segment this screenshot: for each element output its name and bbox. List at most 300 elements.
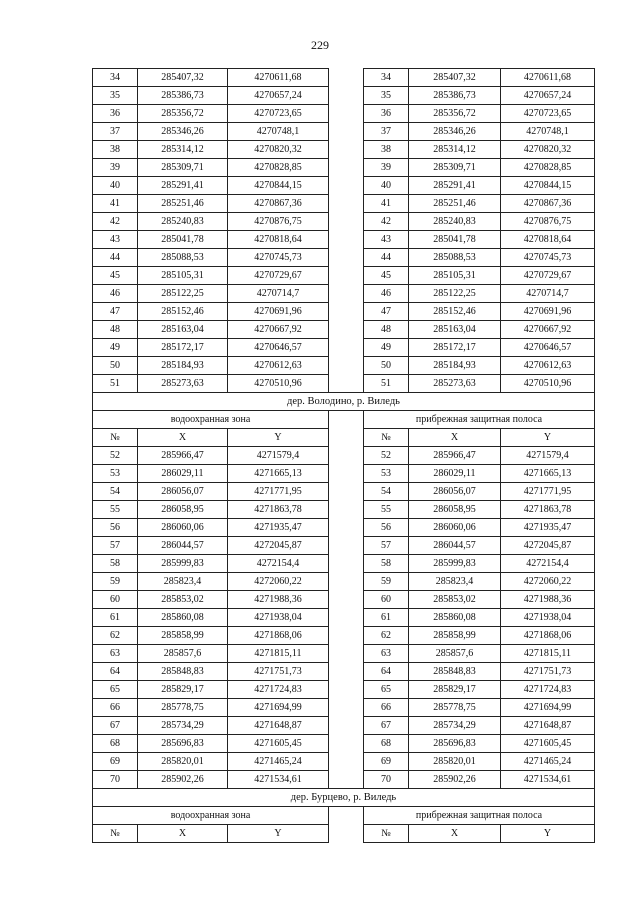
right-y-value: 4270657,24 [501, 87, 595, 105]
column-gap [329, 195, 364, 213]
left-point-number: 68 [93, 735, 138, 753]
right-y-value: 4271534,61 [501, 771, 595, 789]
section-title: дер. Бурцево, р. Виледь [93, 789, 595, 807]
left-y-value: 4270691,96 [228, 303, 329, 321]
right-point-number: 53 [364, 465, 409, 483]
right-x-value: 286060,06 [409, 519, 501, 537]
left-y-value: 4271938,04 [228, 609, 329, 627]
column-gap [329, 555, 364, 573]
right-x-value: 285902,26 [409, 771, 501, 789]
table-row [93, 231, 595, 249]
left-point-number: 48 [93, 321, 138, 339]
left-x-value: 285999,83 [138, 555, 228, 573]
left-y-value: 4270729,67 [228, 267, 329, 285]
left-y-value: 4272060,22 [228, 573, 329, 591]
column-gap [329, 663, 364, 681]
table-row [93, 249, 595, 267]
left-y-value: 4270820,32 [228, 141, 329, 159]
column-gap [329, 429, 364, 447]
column-header-x: X [409, 429, 501, 447]
right-point-number: 34 [364, 69, 409, 87]
column-gap [329, 339, 364, 357]
right-y-value: 4270510,96 [501, 375, 595, 393]
column-header-y: Y [501, 429, 595, 447]
left-point-number: 37 [93, 123, 138, 141]
right-y-value: 4271751,73 [501, 663, 595, 681]
column-gap [329, 447, 364, 465]
column-gap [329, 645, 364, 663]
section-burtsevo [93, 789, 595, 843]
right-point-number: 59 [364, 573, 409, 591]
right-y-value: 4271465,24 [501, 753, 595, 771]
column-gap [329, 213, 364, 231]
left-point-number: 41 [93, 195, 138, 213]
left-point-number: 58 [93, 555, 138, 573]
right-point-number: 45 [364, 267, 409, 285]
column-gap [329, 753, 364, 771]
right-x-value: 285105,31 [409, 267, 501, 285]
right-y-value: 4270646,57 [501, 339, 595, 357]
left-point-number: 42 [93, 213, 138, 231]
right-x-value: 285163,04 [409, 321, 501, 339]
column-gap [329, 285, 364, 303]
left-y-value: 4270876,75 [228, 213, 329, 231]
column-header-x: X [138, 429, 228, 447]
table-row [93, 681, 595, 699]
table-row [93, 753, 595, 771]
left-y-value: 4270612,63 [228, 357, 329, 375]
right-x-value: 285778,75 [409, 699, 501, 717]
left-y-value: 4270714,7 [228, 285, 329, 303]
table-row [93, 573, 595, 591]
right-x-value: 285172,17 [409, 339, 501, 357]
left-y-value: 4270611,68 [228, 69, 329, 87]
table-row [93, 537, 595, 555]
table-row [93, 321, 595, 339]
left-x-value: 286056,07 [138, 483, 228, 501]
left-y-value: 4271579,4 [228, 447, 329, 465]
right-x-value: 285356,72 [409, 105, 501, 123]
column-gap [329, 303, 364, 321]
right-x-value: 285273,63 [409, 375, 501, 393]
left-x-value: 285778,75 [138, 699, 228, 717]
right-y-value: 4270844,15 [501, 177, 595, 195]
right-point-number: 58 [364, 555, 409, 573]
right-y-value: 4271724,83 [501, 681, 595, 699]
left-y-value: 4271771,95 [228, 483, 329, 501]
right-point-number: 44 [364, 249, 409, 267]
left-x-value: 285291,41 [138, 177, 228, 195]
column-gap [329, 591, 364, 609]
right-x-value: 285240,83 [409, 213, 501, 231]
right-point-number: 39 [364, 159, 409, 177]
right-point-number: 50 [364, 357, 409, 375]
left-x-value: 285853,02 [138, 591, 228, 609]
left-y-value: 4270723,65 [228, 105, 329, 123]
left-y-value: 4270667,92 [228, 321, 329, 339]
left-x-value: 285251,46 [138, 195, 228, 213]
left-point-number: 52 [93, 447, 138, 465]
column-gap [329, 501, 364, 519]
left-point-number: 34 [93, 69, 138, 87]
column-gap [329, 717, 364, 735]
right-zone-header: прибрежная защитная полоса [364, 411, 595, 429]
right-point-number: 43 [364, 231, 409, 249]
left-x-value: 285857,6 [138, 645, 228, 663]
right-point-number: 62 [364, 627, 409, 645]
right-x-value: 285407,32 [409, 69, 501, 87]
right-point-number: 52 [364, 447, 409, 465]
right-point-number: 63 [364, 645, 409, 663]
left-x-value: 285088,53 [138, 249, 228, 267]
right-zone-header: прибрежная защитная полоса [364, 807, 595, 825]
column-gap [329, 573, 364, 591]
left-x-value: 285356,72 [138, 105, 228, 123]
left-y-value: 4271935,47 [228, 519, 329, 537]
table-row [93, 267, 595, 285]
left-y-value: 4271988,36 [228, 591, 329, 609]
column-gap [329, 141, 364, 159]
right-y-value: 4270611,68 [501, 69, 595, 87]
right-x-value: 285734,29 [409, 717, 501, 735]
right-y-value: 4271579,4 [501, 447, 595, 465]
column-gap [329, 123, 364, 141]
left-point-number: 47 [93, 303, 138, 321]
page-number: 229 [311, 38, 329, 52]
table-row [93, 645, 595, 663]
column-gap [329, 771, 364, 789]
right-y-value: 4271815,11 [501, 645, 595, 663]
right-y-value: 4271863,78 [501, 501, 595, 519]
right-y-value: 4270745,73 [501, 249, 595, 267]
column-gap [329, 627, 364, 645]
right-x-value: 285999,83 [409, 555, 501, 573]
right-y-value: 4272060,22 [501, 573, 595, 591]
left-x-value: 285105,31 [138, 267, 228, 285]
left-point-number: 39 [93, 159, 138, 177]
left-y-value: 4271868,06 [228, 627, 329, 645]
left-y-value: 4270828,85 [228, 159, 329, 177]
left-point-number: 44 [93, 249, 138, 267]
left-x-value: 285240,83 [138, 213, 228, 231]
column-gap [329, 825, 364, 843]
right-x-value: 286056,07 [409, 483, 501, 501]
column-header-number: № [93, 429, 138, 447]
column-header-number: № [364, 825, 409, 843]
left-point-number: 66 [93, 699, 138, 717]
column-gap [329, 231, 364, 249]
left-point-number: 50 [93, 357, 138, 375]
table-row [93, 609, 595, 627]
left-point-number: 54 [93, 483, 138, 501]
right-x-value: 285853,02 [409, 591, 501, 609]
right-y-value: 4271868,06 [501, 627, 595, 645]
right-point-number: 69 [364, 753, 409, 771]
table-row [93, 339, 595, 357]
left-point-number: 51 [93, 375, 138, 393]
right-y-value: 4270667,92 [501, 321, 595, 339]
column-header-y: Y [228, 825, 329, 843]
left-x-value: 285829,17 [138, 681, 228, 699]
column-header-number: № [364, 429, 409, 447]
right-y-value: 4272154,4 [501, 555, 595, 573]
table-row [93, 699, 595, 717]
right-y-value: 4271648,87 [501, 717, 595, 735]
right-point-number: 65 [364, 681, 409, 699]
left-point-number: 65 [93, 681, 138, 699]
right-point-number: 55 [364, 501, 409, 519]
left-point-number: 56 [93, 519, 138, 537]
right-x-value: 285829,17 [409, 681, 501, 699]
table-row [93, 717, 595, 735]
left-point-number: 63 [93, 645, 138, 663]
right-y-value: 4271665,13 [501, 465, 595, 483]
table-row [93, 375, 595, 393]
right-x-value: 285088,53 [409, 249, 501, 267]
right-y-value: 4271988,36 [501, 591, 595, 609]
right-y-value: 4270729,67 [501, 267, 595, 285]
right-y-value: 4270818,64 [501, 231, 595, 249]
right-x-value: 285857,6 [409, 645, 501, 663]
table-row [93, 591, 595, 609]
left-x-value: 285314,12 [138, 141, 228, 159]
right-point-number: 48 [364, 321, 409, 339]
table-row [93, 177, 595, 195]
left-y-value: 4270867,36 [228, 195, 329, 213]
left-point-number: 70 [93, 771, 138, 789]
right-y-value: 4270748,1 [501, 123, 595, 141]
left-x-value: 285902,26 [138, 771, 228, 789]
table-row [93, 213, 595, 231]
right-point-number: 38 [364, 141, 409, 159]
table-row [93, 555, 595, 573]
left-y-value: 4272154,4 [228, 555, 329, 573]
left-point-number: 55 [93, 501, 138, 519]
left-point-number: 57 [93, 537, 138, 555]
right-point-number: 70 [364, 771, 409, 789]
left-x-value: 285848,83 [138, 663, 228, 681]
left-y-value: 4271751,73 [228, 663, 329, 681]
left-x-value: 286058,95 [138, 501, 228, 519]
left-point-number: 46 [93, 285, 138, 303]
table-row [93, 771, 595, 789]
column-gap [329, 537, 364, 555]
left-x-value: 285309,71 [138, 159, 228, 177]
left-x-value: 285407,32 [138, 69, 228, 87]
right-point-number: 64 [364, 663, 409, 681]
column-gap [329, 375, 364, 393]
right-y-value: 4270723,65 [501, 105, 595, 123]
right-point-number: 35 [364, 87, 409, 105]
left-x-value: 286044,57 [138, 537, 228, 555]
table-row [93, 123, 595, 141]
left-y-value: 4272045,87 [228, 537, 329, 555]
right-point-number: 47 [364, 303, 409, 321]
left-point-number: 38 [93, 141, 138, 159]
right-x-value: 285291,41 [409, 177, 501, 195]
left-point-number: 35 [93, 87, 138, 105]
left-point-number: 53 [93, 465, 138, 483]
left-x-value: 285966,47 [138, 447, 228, 465]
right-x-value: 285184,93 [409, 357, 501, 375]
table-row [93, 105, 595, 123]
table-row [93, 141, 595, 159]
column-gap [329, 411, 364, 429]
table-row [93, 303, 595, 321]
right-x-value: 285386,73 [409, 87, 501, 105]
right-y-value: 4270714,7 [501, 285, 595, 303]
column-gap [329, 465, 364, 483]
section-title: дер. Володино, р. Виледь [93, 393, 595, 411]
left-x-value: 285163,04 [138, 321, 228, 339]
left-y-value: 4270657,24 [228, 87, 329, 105]
right-point-number: 57 [364, 537, 409, 555]
right-x-value: 285820,01 [409, 753, 501, 771]
left-x-value: 285696,83 [138, 735, 228, 753]
right-point-number: 37 [364, 123, 409, 141]
coordinates-table [92, 68, 595, 843]
left-point-number: 59 [93, 573, 138, 591]
left-y-value: 4270818,64 [228, 231, 329, 249]
left-zone-header: водоохранная зона [93, 807, 329, 825]
right-y-value: 4271938,04 [501, 609, 595, 627]
left-x-value: 285172,17 [138, 339, 228, 357]
right-x-value: 286058,95 [409, 501, 501, 519]
right-x-value: 285860,08 [409, 609, 501, 627]
right-x-value: 286029,11 [409, 465, 501, 483]
right-y-value: 4270691,96 [501, 303, 595, 321]
right-point-number: 60 [364, 591, 409, 609]
column-gap [329, 357, 364, 375]
left-y-value: 4271815,11 [228, 645, 329, 663]
left-x-value: 285122,25 [138, 285, 228, 303]
column-gap [329, 807, 364, 825]
table-row [93, 483, 595, 501]
column-gap [329, 159, 364, 177]
table-body-top [93, 69, 595, 393]
table-row [93, 465, 595, 483]
left-zone-header: водоохранная зона [93, 411, 329, 429]
right-y-value: 4270876,75 [501, 213, 595, 231]
right-point-number: 68 [364, 735, 409, 753]
column-header-x: X [138, 825, 228, 843]
right-point-number: 66 [364, 699, 409, 717]
left-point-number: 60 [93, 591, 138, 609]
left-x-value: 285184,93 [138, 357, 228, 375]
left-x-value: 285858,99 [138, 627, 228, 645]
column-gap [329, 105, 364, 123]
left-y-value: 4271534,61 [228, 771, 329, 789]
left-point-number: 45 [93, 267, 138, 285]
left-y-value: 4271863,78 [228, 501, 329, 519]
left-x-value: 285152,46 [138, 303, 228, 321]
column-header-number: № [93, 825, 138, 843]
right-x-value: 285823,4 [409, 573, 501, 591]
left-point-number: 43 [93, 231, 138, 249]
right-y-value: 4271605,45 [501, 735, 595, 753]
right-point-number: 46 [364, 285, 409, 303]
left-y-value: 4271724,83 [228, 681, 329, 699]
right-y-value: 4270828,85 [501, 159, 595, 177]
right-y-value: 4271935,47 [501, 519, 595, 537]
right-point-number: 56 [364, 519, 409, 537]
right-x-value: 285251,46 [409, 195, 501, 213]
right-x-value: 285314,12 [409, 141, 501, 159]
right-point-number: 42 [364, 213, 409, 231]
right-x-value: 285122,25 [409, 285, 501, 303]
table-row [93, 285, 595, 303]
right-point-number: 51 [364, 375, 409, 393]
left-x-value: 285273,63 [138, 375, 228, 393]
left-x-value: 285860,08 [138, 609, 228, 627]
left-y-value: 4270748,1 [228, 123, 329, 141]
right-point-number: 61 [364, 609, 409, 627]
right-y-value: 4271771,95 [501, 483, 595, 501]
table-row [93, 501, 595, 519]
right-y-value: 4272045,87 [501, 537, 595, 555]
table-row [93, 357, 595, 375]
column-gap [329, 699, 364, 717]
left-y-value: 4271465,24 [228, 753, 329, 771]
left-point-number: 62 [93, 627, 138, 645]
left-x-value: 285041,78 [138, 231, 228, 249]
left-point-number: 67 [93, 717, 138, 735]
right-x-value: 285696,83 [409, 735, 501, 753]
column-header-y: Y [501, 825, 595, 843]
right-point-number: 41 [364, 195, 409, 213]
right-point-number: 40 [364, 177, 409, 195]
column-header-y: Y [228, 429, 329, 447]
column-gap [329, 681, 364, 699]
table-row [93, 627, 595, 645]
left-y-value: 4270745,73 [228, 249, 329, 267]
column-gap [329, 177, 364, 195]
table-row [93, 735, 595, 753]
left-x-value: 285386,73 [138, 87, 228, 105]
left-y-value: 4270646,57 [228, 339, 329, 357]
left-x-value: 285823,4 [138, 573, 228, 591]
right-x-value: 286044,57 [409, 537, 501, 555]
column-gap [329, 609, 364, 627]
left-y-value: 4271694,99 [228, 699, 329, 717]
left-x-value: 285734,29 [138, 717, 228, 735]
left-x-value: 286060,06 [138, 519, 228, 537]
left-y-value: 4271648,87 [228, 717, 329, 735]
right-y-value: 4271694,99 [501, 699, 595, 717]
right-x-value: 285966,47 [409, 447, 501, 465]
right-point-number: 36 [364, 105, 409, 123]
table-row [93, 447, 595, 465]
left-x-value: 286029,11 [138, 465, 228, 483]
left-y-value: 4271605,45 [228, 735, 329, 753]
table-row [93, 87, 595, 105]
right-x-value: 285309,71 [409, 159, 501, 177]
column-header-x: X [409, 825, 501, 843]
right-y-value: 4270612,63 [501, 357, 595, 375]
left-point-number: 36 [93, 105, 138, 123]
left-point-number: 49 [93, 339, 138, 357]
table-row [93, 519, 595, 537]
column-gap [329, 69, 364, 87]
left-x-value: 285346,26 [138, 123, 228, 141]
column-gap [329, 321, 364, 339]
left-y-value: 4270844,15 [228, 177, 329, 195]
left-x-value: 285820,01 [138, 753, 228, 771]
right-x-value: 285041,78 [409, 231, 501, 249]
right-point-number: 49 [364, 339, 409, 357]
left-point-number: 40 [93, 177, 138, 195]
right-point-number: 67 [364, 717, 409, 735]
